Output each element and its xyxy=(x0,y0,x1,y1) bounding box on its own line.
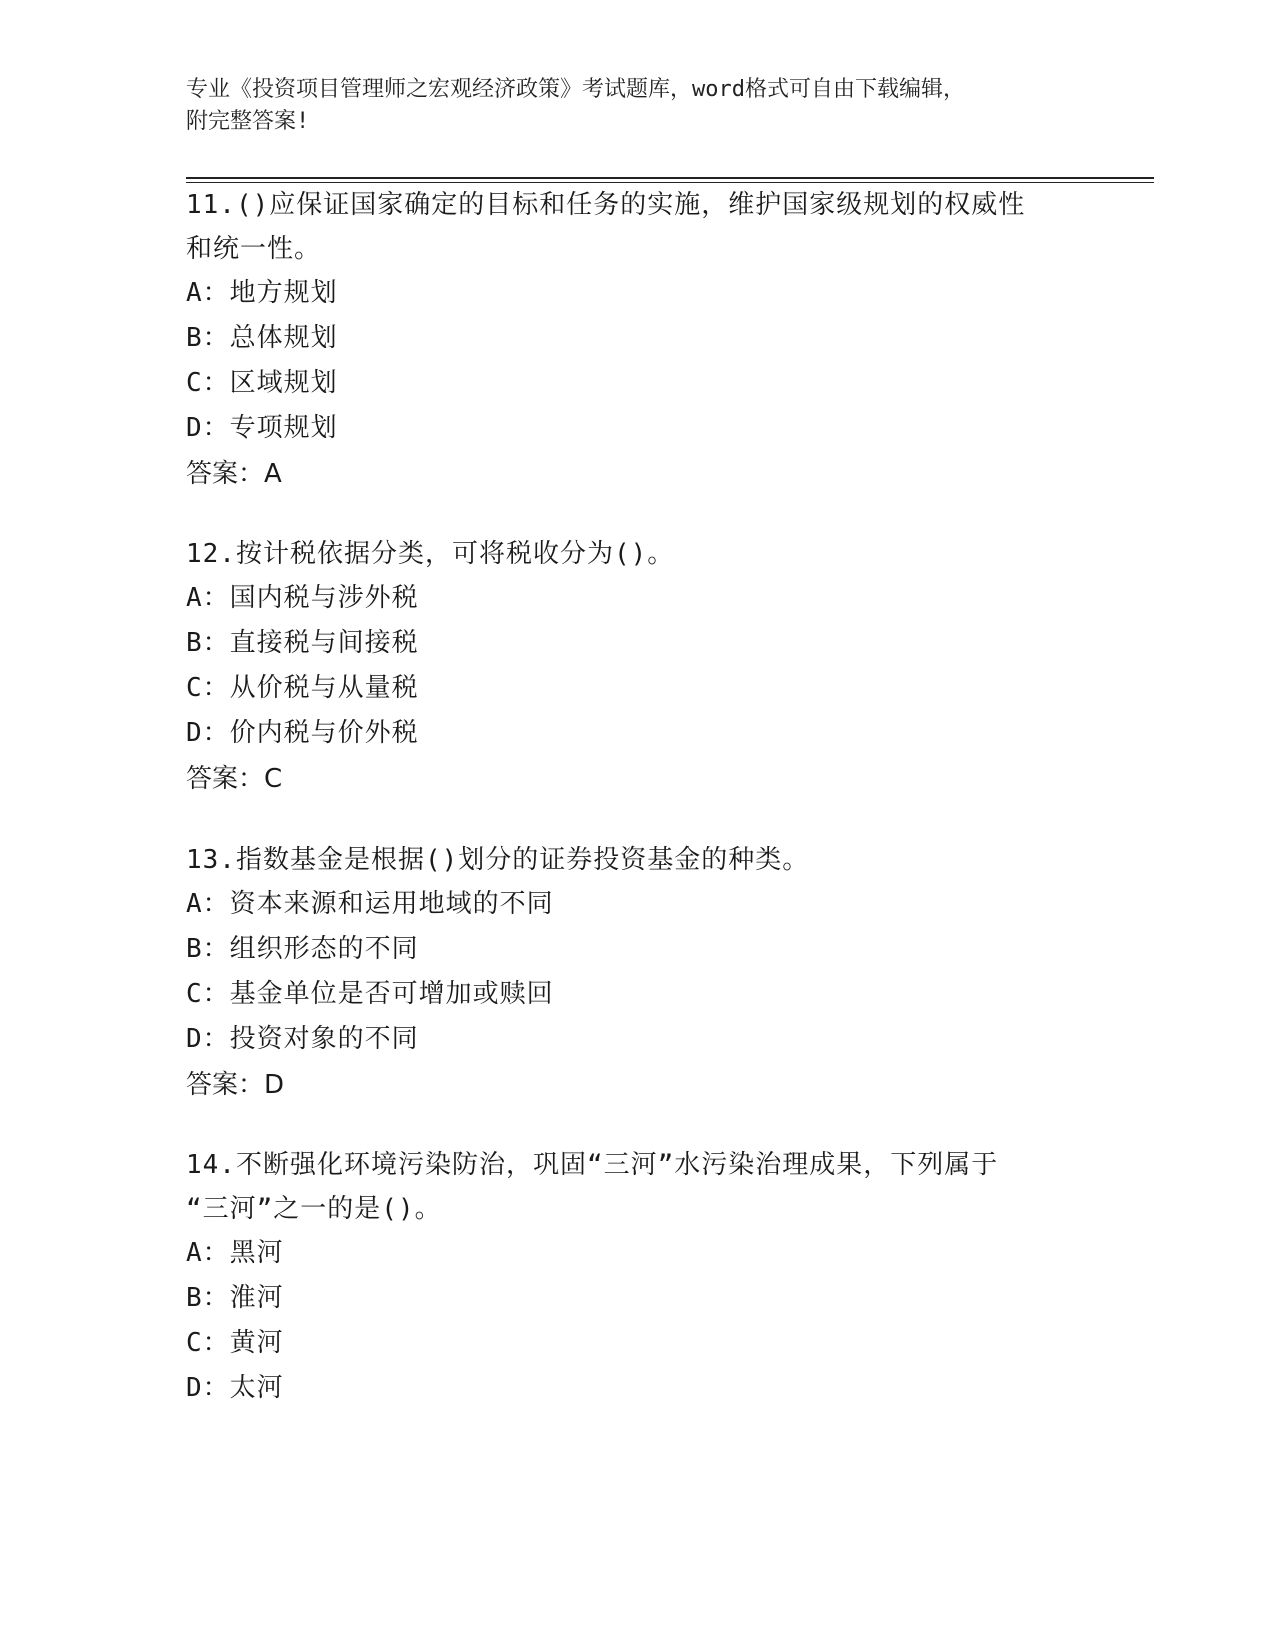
option-c: C：黄河 xyxy=(186,1328,284,1358)
option-d: D：专项规划 xyxy=(186,413,338,443)
header-rule-thick xyxy=(186,177,1154,179)
option-c: C：区域规划 xyxy=(186,368,338,398)
stem-line: 11.()应保证国家确定的目标和任务的实施，维护国家级规划的权威性 xyxy=(186,190,1026,220)
question-stem xyxy=(186,532,1086,576)
answer-line: 答案：C xyxy=(186,764,283,794)
option-b: B：淮河 xyxy=(186,1283,284,1313)
header-line-1: 专业《投资项目管理师之宏观经济政策》考试题库，word格式可自由下载编辑， xyxy=(186,77,965,102)
option-c: C：基金单位是否可增加或赎回 xyxy=(186,979,554,1009)
option-b: B：组织形态的不同 xyxy=(186,934,419,964)
option-d: D：太河 xyxy=(186,1373,284,1403)
question-stem xyxy=(186,1143,1086,1231)
stem-line: 14.不断强化环境污染防治，巩固“三河”水污染治理成果，下列属于 xyxy=(186,1150,999,1180)
question-13 xyxy=(186,838,1086,1108)
option-d: D：价内税与价外税 xyxy=(186,718,419,748)
option-b: B：总体规划 xyxy=(186,323,338,353)
question-11 xyxy=(186,183,1086,497)
stem-line: 12.按计税依据分类，可将税收分为()。 xyxy=(186,539,675,569)
option-a: A：资本来源和运用地域的不同 xyxy=(186,889,554,919)
answer-line: 答案：D xyxy=(186,1070,285,1100)
document-header xyxy=(186,74,1086,138)
question-14 xyxy=(186,1143,1086,1411)
question-stem xyxy=(186,838,1086,882)
header-line-2: 附完整答案! xyxy=(186,109,310,134)
option-b: B：直接税与间接税 xyxy=(186,628,419,658)
stem-line: 13.指数基金是根据()划分的证券投资基金的种类。 xyxy=(186,845,810,875)
question-12 xyxy=(186,532,1086,802)
option-a: A：黑河 xyxy=(186,1238,284,1268)
option-a: A：国内税与涉外税 xyxy=(186,583,419,613)
option-a: A：地方规划 xyxy=(186,278,338,308)
question-stem xyxy=(186,183,1086,271)
stem-line: 和统一性。 xyxy=(186,234,322,264)
option-d: D：投资对象的不同 xyxy=(186,1024,419,1054)
option-c: C：从价税与从量税 xyxy=(186,673,419,703)
stem-line: “三河”之一的是()。 xyxy=(186,1194,442,1224)
answer-line: 答案：A xyxy=(186,459,282,489)
